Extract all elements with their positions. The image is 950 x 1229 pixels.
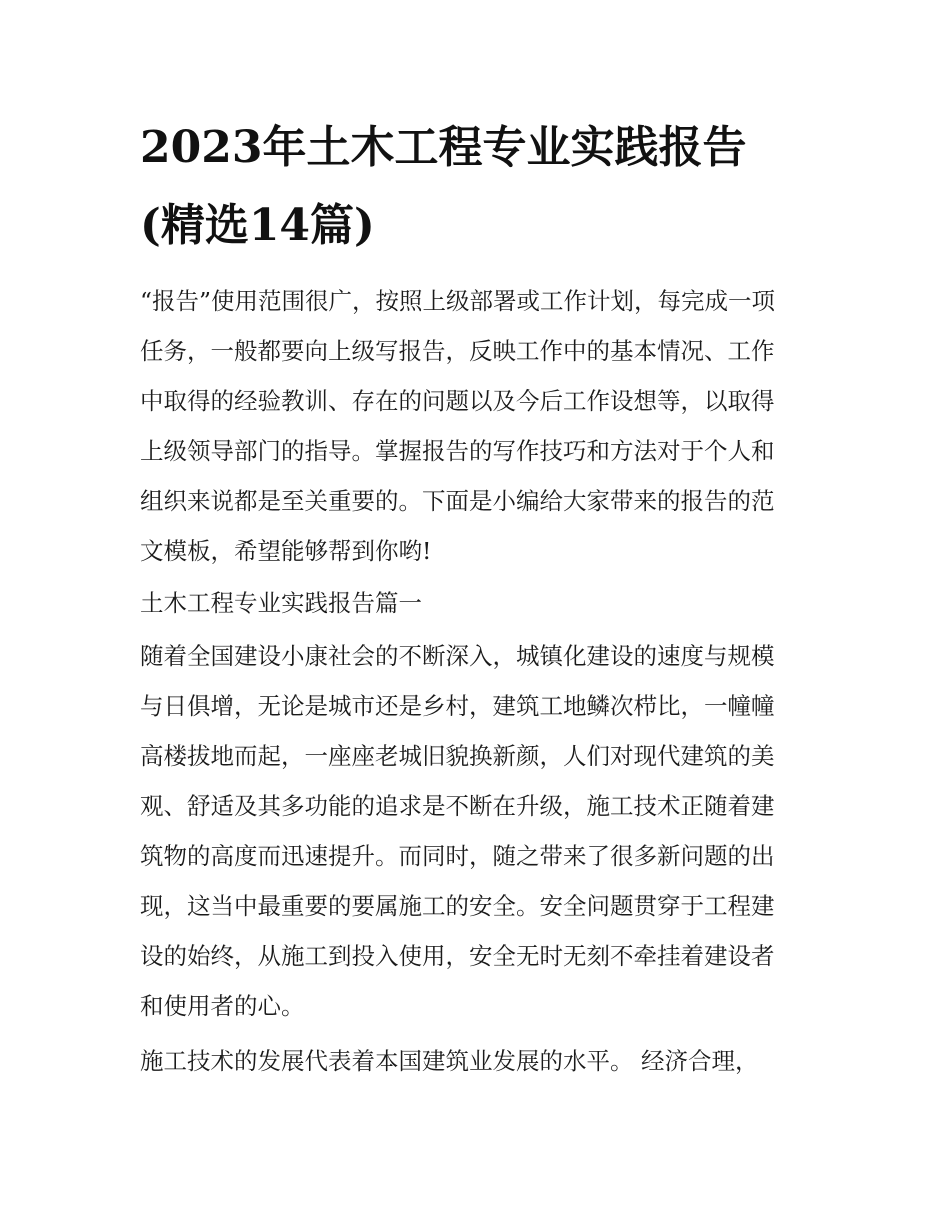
intro-line-1: “报告”使用范围很广，按照上级部署或工作计划，每完成一项 — [140, 287, 776, 315]
paragraph1-line-7: 设的始终，从施工到投入使用，安全无时无刻不牵挂着建设者 — [140, 942, 775, 970]
paragraph1-line-8: 和使用者的心。 — [140, 992, 305, 1020]
paragraph1-line-6: 现，这当中最重要的要属施工的安全。安全问题贯穿于工程建 — [140, 892, 775, 920]
paragraph2-line-1: 施工技术的发展代表着本国建筑业发展的水平。 经济合理， — [140, 1047, 759, 1075]
intro-line-5: 组织来说都是至关重要的。下面是小编给大家带来的报告的范 — [140, 487, 775, 515]
intro-line-2: 任务，一般都要向上级写报告，反映工作中的基本情况、工作 — [140, 337, 775, 365]
intro-line-6: 文模板，希望能够帮到你哟! — [140, 537, 432, 565]
paragraph1-line-3: 高楼拔地而起，一座座老城旧貌换新颜，人们对现代建筑的美 — [140, 742, 775, 770]
paragraph1-line-1: 随着全国建设小康社会的不断深入，城镇化建设的速度与规模 — [140, 642, 775, 670]
document-title-line-1: 2023年土木工程专业实践报告 — [140, 122, 747, 173]
intro-line-4: 上级领导部门的指导。掌握报告的写作技巧和方法对于个人和 — [140, 437, 775, 465]
section-heading: 土木工程专业实践报告篇一 — [140, 589, 422, 617]
intro-line-3: 中取得的经验教训、存在的问题以及今后工作设想等，以取得 — [140, 387, 775, 415]
paragraph1-line-2: 与日俱增，无论是城市还是乡村，建筑工地鳞次栉比，一幢幢 — [140, 692, 775, 720]
document-title-line-2: (精选14篇) — [140, 200, 375, 251]
paragraph1-line-5: 筑物的高度而迅速提升。而同时，随之带来了很多新问题的出 — [140, 842, 775, 870]
paragraph1-line-4: 观、舒适及其多功能的追求是不断在升级，施工技术正随着建 — [140, 792, 775, 820]
